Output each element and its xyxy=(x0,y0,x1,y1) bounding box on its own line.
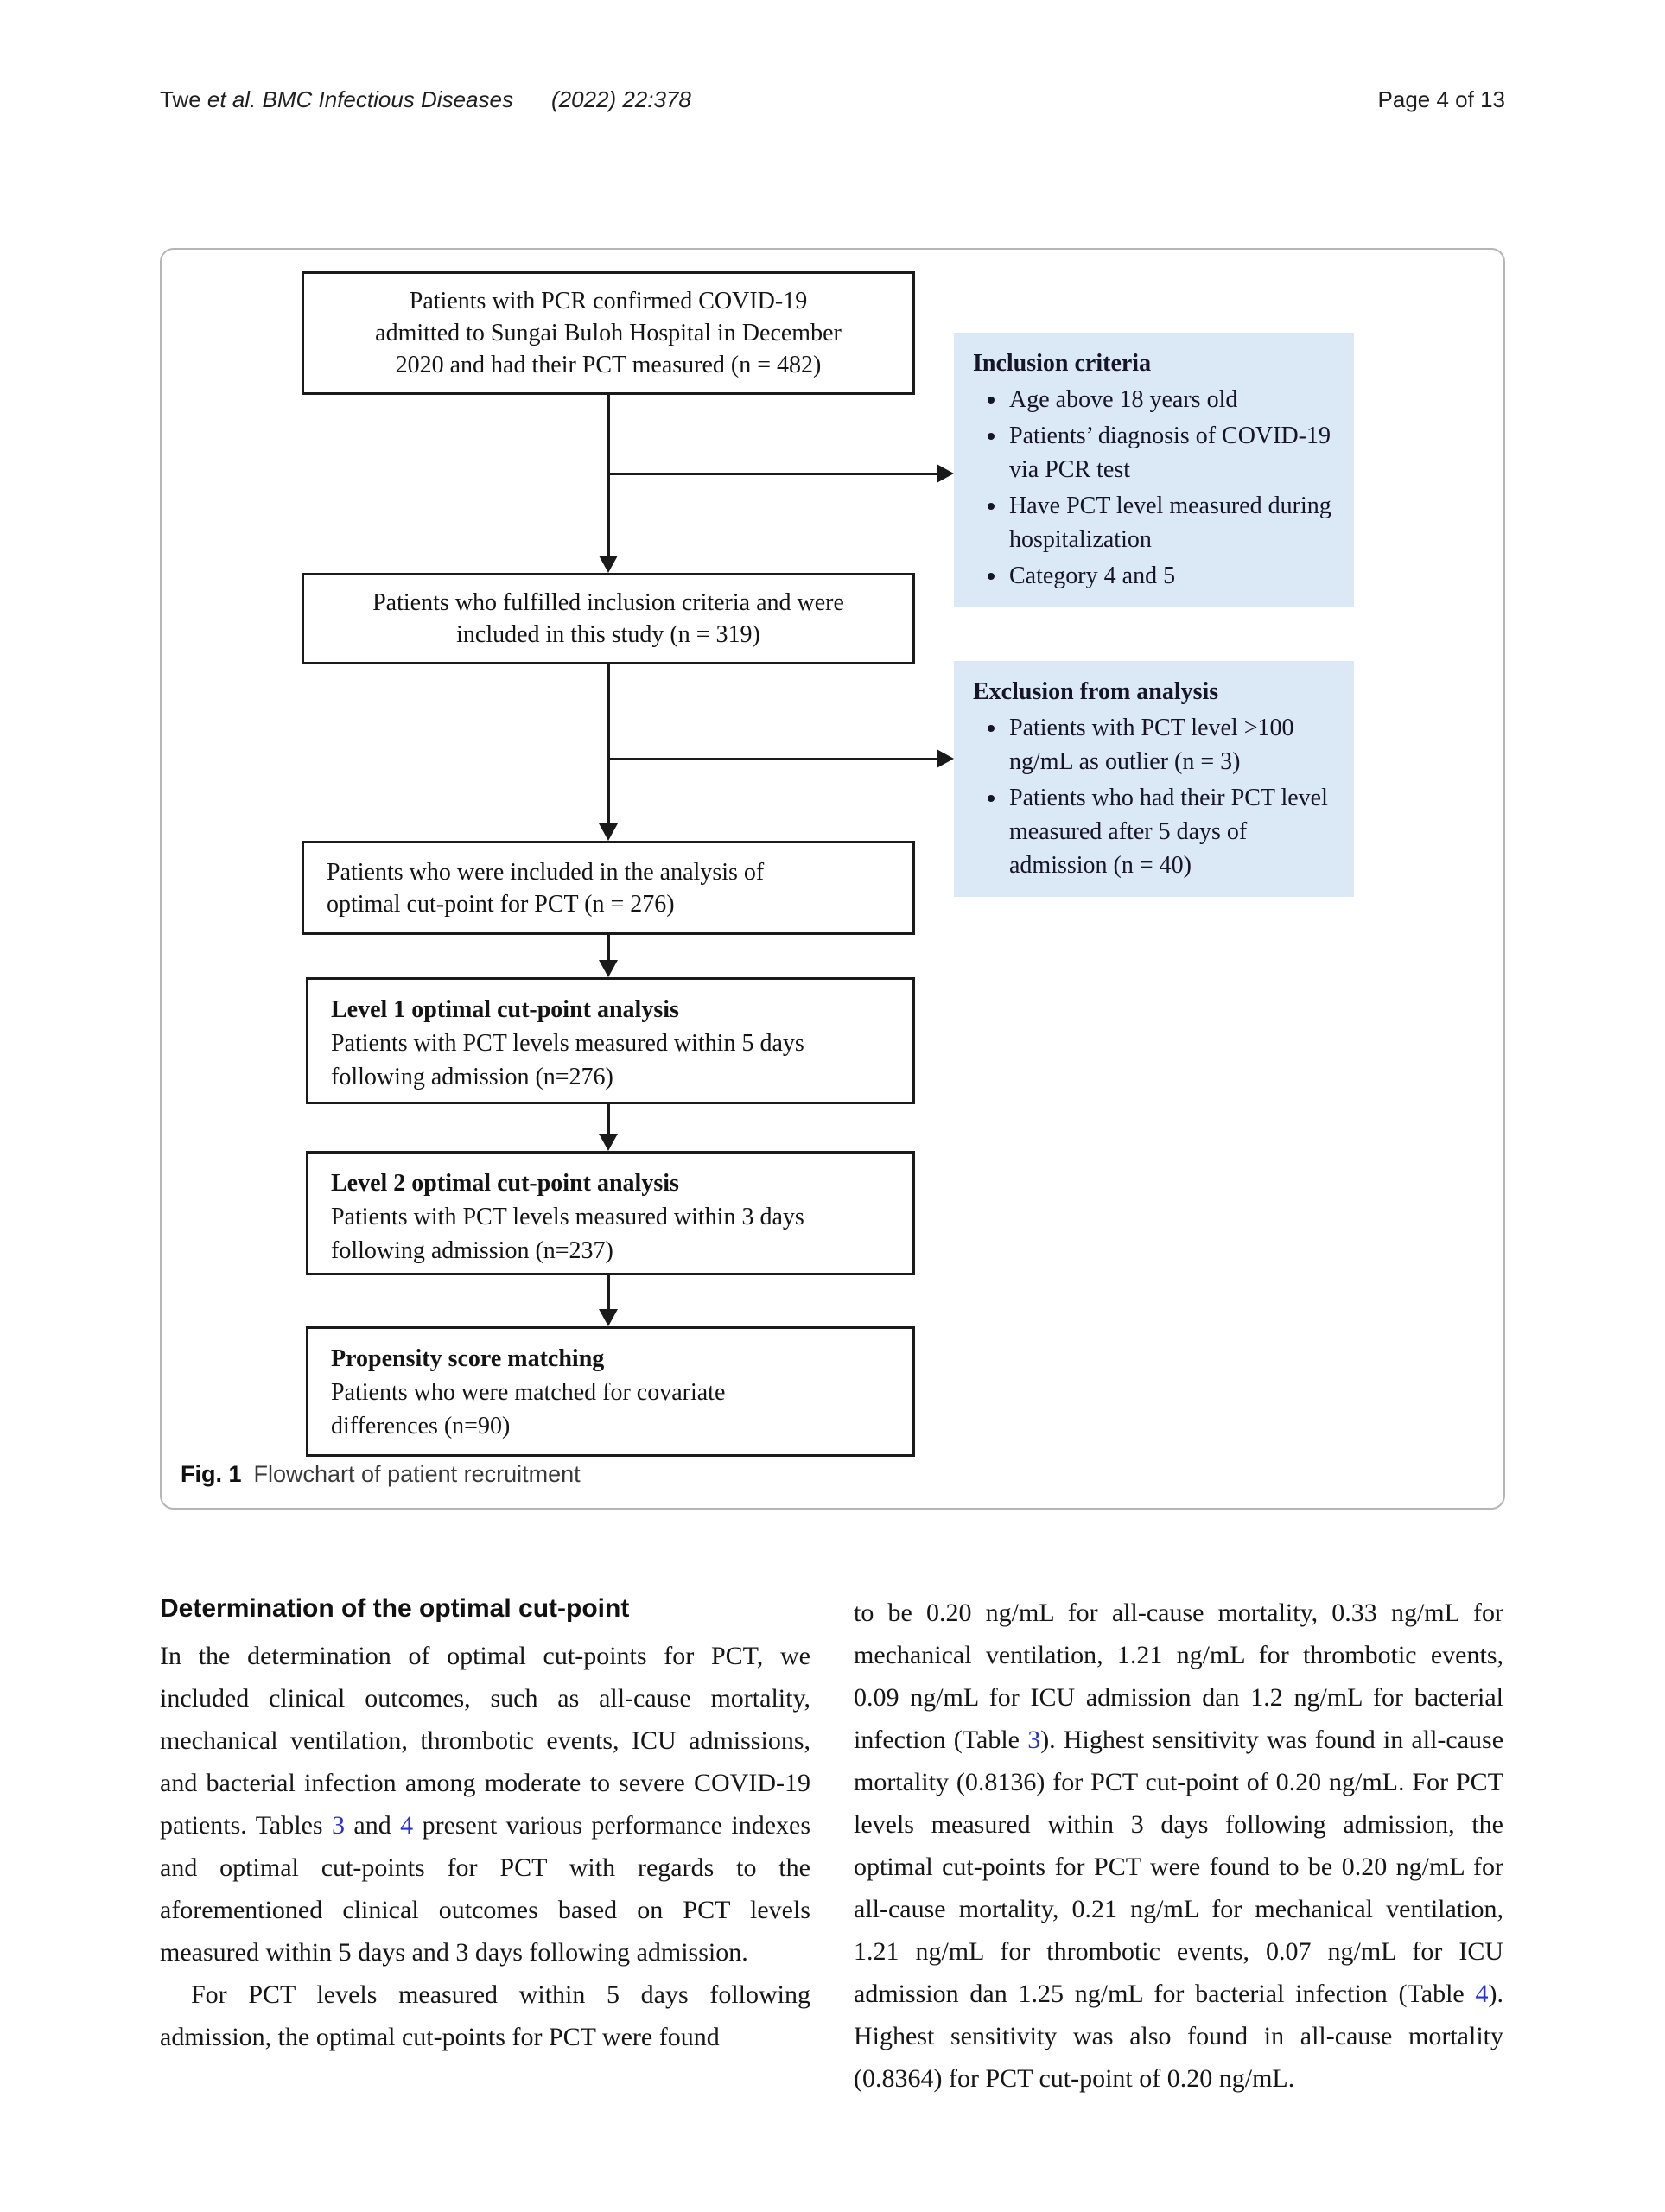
table-reference-link[interactable]: 4 xyxy=(1475,1980,1489,2008)
connector-branch-inclusion xyxy=(608,473,937,475)
section-heading: Determination of the optimal cut-point xyxy=(160,1594,630,1623)
flow-box-body: Patients with PCT levels measured within 5 days following admission (n=276) xyxy=(331,1030,804,1090)
figure-1-panel xyxy=(160,248,1505,1510)
connector-line-3 xyxy=(607,935,610,962)
connector-line-2 xyxy=(607,664,610,825)
flow-box-analysis-included: Patients who were included in the analysis of optimal cut-point for PCT (n = 276) xyxy=(302,841,915,935)
exclusion-criteria-title: Exclusion from analysis xyxy=(973,678,1219,705)
text-segment: to be 0.20 ng/mL for all-cause mortality, 0.33 ng/mL for mechanical ventilation, 1.21 ng/mL for thrombotic events, 0.09 ng/mL for ICU admission dan 1.2 ng/mL for bacterial infection (Table xyxy=(854,1599,1503,1754)
arrowhead-down-4 xyxy=(599,1134,618,1151)
flow-box-pcr-confirmed: Patients with PCR confirmed COVID-19 admitted to Sungai Buloh Hospital in December 2020 and had their PCT measured (n = 482) xyxy=(302,271,915,395)
connector-line-1 xyxy=(607,395,610,557)
connector-line-4 xyxy=(607,1104,610,1135)
flow-box-title: Level 1 optimal cut-point analysis xyxy=(331,996,679,1023)
arrowhead-down-5 xyxy=(599,1309,618,1326)
criteria-item: • Age above 18 years old xyxy=(1007,383,1340,416)
flow-box-body: Patients who were matched for covariate differences (n=90) xyxy=(331,1379,726,1440)
flow-box-title: Level 2 optimal cut-point analysis xyxy=(331,1170,679,1197)
journal-title: et al. BMC Infectious Diseases xyxy=(207,86,513,112)
flow-box-level2-analysis xyxy=(306,1151,915,1275)
inclusion-criteria-list xyxy=(973,383,1340,593)
criteria-item: • Patients with PCT level >100 ng/mL as outlier (n = 3) xyxy=(1007,711,1340,779)
figure-label: Fig. 1 xyxy=(181,1461,242,1487)
exclusion-criteria-box xyxy=(954,661,1354,897)
arrowhead-down-3 xyxy=(599,960,618,977)
body-paragraph xyxy=(160,1974,810,2058)
page-number: Page 4 of 13 xyxy=(1377,86,1505,112)
table-reference-link[interactable]: 3 xyxy=(1027,1726,1041,1754)
flow-box-fulfilled-criteria: Patients who fulfilled inclusion criteria and were included in this study (n = 319) xyxy=(302,573,915,664)
author-name: Twe xyxy=(160,86,207,112)
body-paragraph xyxy=(854,1592,1503,2100)
figure-caption xyxy=(181,1461,581,1488)
criteria-item: • Category 4 and 5 xyxy=(1007,559,1340,593)
body-column-right xyxy=(854,1592,1503,2100)
flow-box-level1-analysis xyxy=(306,977,915,1104)
criteria-item: • Patients’ diagnosis of COVID-19 via PCR test xyxy=(1007,419,1340,486)
arrowhead-down-1 xyxy=(599,556,618,573)
connector-branch-exclusion xyxy=(608,758,937,760)
table-reference-link[interactable]: 3 xyxy=(331,1811,345,1840)
text-segment: present various performance indexes and optimal cut-points for PCT with regards to the aforementioned clinical outcomes based on PCT levels measured within 5 days and 3 days following admission. xyxy=(160,1811,810,1967)
text-segment: In the determination of optimal cut-points for PCT, we included clinical outcomes, such as all-cause mortality, mechanical ventilation, thrombotic events, ICU admissions, and bacterial infection among moderate to severe COVID-19 patients. Tables xyxy=(160,1642,810,1840)
text-segment: ). Highest sensitivity was also found in all-cause mortality (0.8364) for PCT cut-point of 0.20 ng/mL. xyxy=(854,1980,1503,2093)
text-segment: For PCT levels measured within 5 days following admission, the optimal cut-points for PCT were found xyxy=(160,1980,810,2051)
criteria-item: • Have PCT level measured during hospitalization xyxy=(1007,489,1340,556)
inclusion-criteria-box xyxy=(954,333,1354,607)
flow-box-propensity-matching xyxy=(306,1326,915,1457)
criteria-item: • Patients who had their PCT level measured after 5 days of admission (n = 40) xyxy=(1007,781,1340,882)
text-segment: and xyxy=(344,1811,401,1840)
arrowhead-right-inclusion xyxy=(937,464,954,483)
connector-line-5 xyxy=(607,1275,610,1311)
figure-caption-text: Flowchart of patient recruitment xyxy=(253,1461,581,1487)
body-column-left xyxy=(160,1592,810,2058)
arrowhead-right-exclusion xyxy=(937,749,954,768)
exclusion-criteria-list xyxy=(973,711,1340,882)
table-reference-link[interactable]: 4 xyxy=(400,1811,414,1840)
flow-box-body: Patients with PCT levels measured within 3 days following admission (n=237) xyxy=(331,1204,804,1264)
running-head xyxy=(160,86,691,113)
flow-box-title: Propensity score matching xyxy=(331,1345,605,1372)
arrowhead-down-2 xyxy=(599,823,618,841)
citation: (2022) 22:378 xyxy=(550,86,691,112)
text-segment: ). Highest sensitivity was found in all-cause mortality (0.8136) for PCT cut-point of 0.20 ng/mL. For PCT levels measured within 3 days following admission, the optimal cut-points for PCT were found to be 0.20 ng/mL for all-cause mortality, 0.21 ng/mL for mechanical ventilation, 1.21 ng/mL for thrombotic events, 0.07 ng/mL for ICU admission dan 1.25 ng/mL for bacterial infection (Table xyxy=(854,1726,1504,2008)
body-paragraph xyxy=(160,1635,810,1974)
inclusion-criteria-title: Inclusion criteria xyxy=(973,350,1152,377)
